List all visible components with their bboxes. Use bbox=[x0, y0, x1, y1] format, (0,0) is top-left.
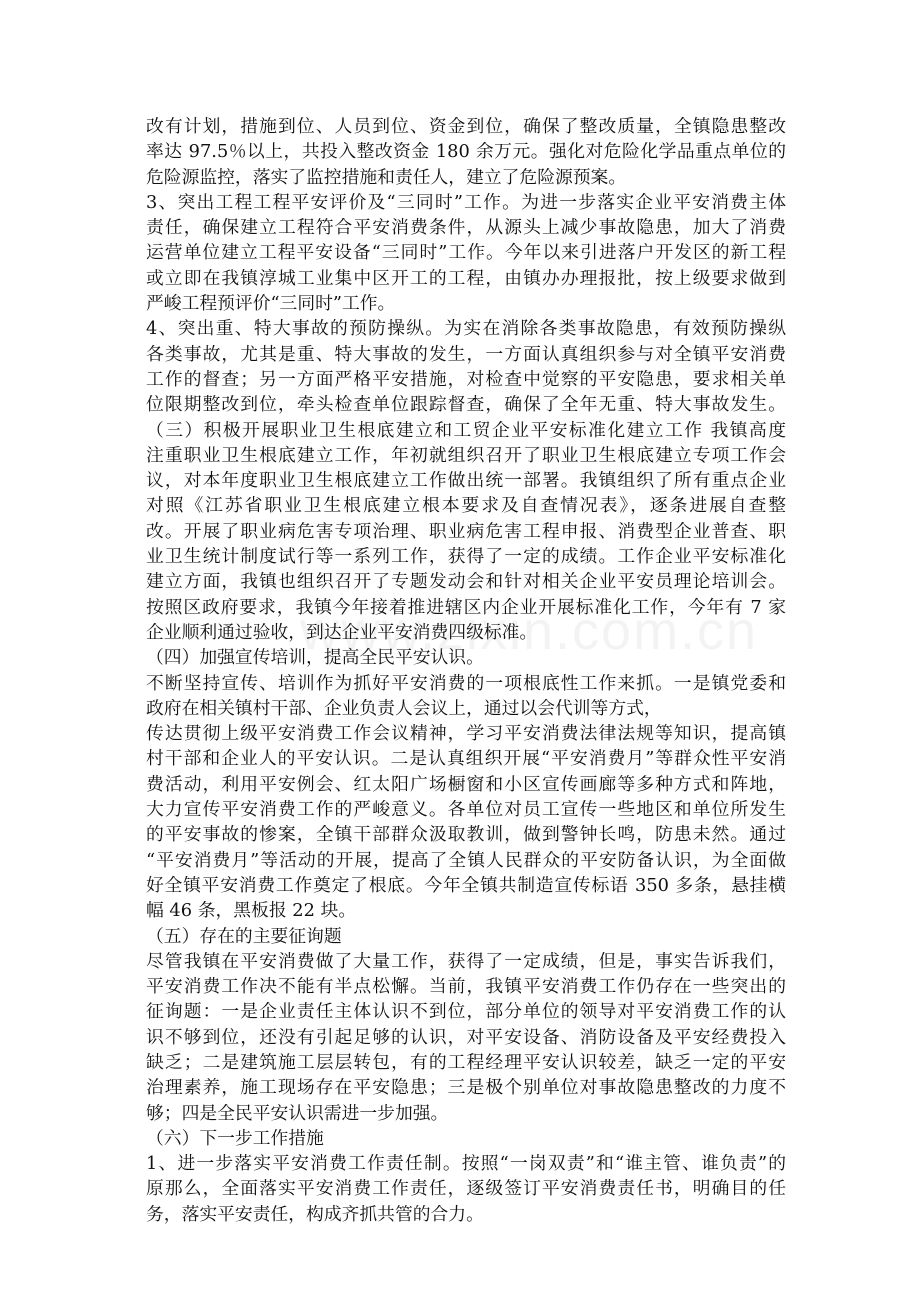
body-line: 费活动，利用平安例会、红太阳广场橱窗和小区宣传画廊等多种方式和阵地， bbox=[146, 773, 786, 795]
body-line: 征询题：一是企业责任主体认识不到位，部分单位的领导对平安消费工作的认 bbox=[146, 1001, 786, 1023]
body-line: 平安消费工作决不能有半点松懈。当前，我镇平安消费工作仍存在一些突出的 bbox=[146, 976, 786, 998]
body-line: 原那么，全面落实平安消费工作责任，逐级签订平安消费责任书，明确目的任 bbox=[146, 1178, 786, 1200]
body-line: 够；四是全民平安认识需进一步加强。 bbox=[146, 1102, 449, 1124]
body-line: （六）下一步工作措施 bbox=[146, 1127, 324, 1149]
document-body bbox=[146, 114, 786, 1227]
body-line: 4、突出重、特大事故的预防操纵。为实在消除各类事故隐患，有效预防操纵 bbox=[146, 318, 786, 340]
body-line: （四）加强宣传培训，提高全民平安认识。 bbox=[146, 647, 484, 669]
body-line: 危险源监控，落实了监控措施和责任人，建立了危险源预案。 bbox=[146, 166, 627, 188]
body-line: 务，落实平安责任，构成齐抓共管的合力。 bbox=[146, 1203, 484, 1225]
body-line: 或立即在我镇淳城工业集中区开工的工程，由镇办办理报批，按上级要求做到 bbox=[146, 267, 786, 289]
body-line: 改。开展了职业病危害专项治理、职业病危害工程申报、消费型企业普查、职 bbox=[146, 520, 786, 542]
body-line: 位限期整改到位，牵头检查单位跟踪督查，确保了全年无重、特大事故发生。 bbox=[146, 394, 786, 416]
body-line: （三）积极开展职业卫生根底建立和工贸企业平安标准化建立工作 我镇高度 bbox=[146, 419, 786, 441]
body-line: 1、进一步落实平安消费工作责任制。按照“一岗双责”和“谁主管、谁负责”的 bbox=[146, 1153, 786, 1175]
body-line: 不断坚持宣传、培训作为抓好平安消费的一项根底性工作来抓。一是镇党委和 bbox=[146, 672, 786, 694]
body-line: 幅 46 条，黑板报 22 块。 bbox=[146, 900, 357, 922]
body-line: 识不够到位，还没有引起足够的认识，对平安设备、消防设备及平安经费投入 bbox=[146, 1026, 786, 1048]
body-line: 业卫生统计制度试行等一系列工作，获得了一定的成绩。工作企业平安标准化 bbox=[146, 546, 786, 568]
body-line: 尽管我镇在平安消费做了大量工作，获得了一定成绩，但是，事实告诉我们， bbox=[146, 950, 786, 972]
body-line: 3、突出工程工程平安评价及“三同时”工作。为进一步落实企业平安消费主体 bbox=[146, 191, 786, 213]
body-line: 好全镇平安消费工作奠定了根底。今年全镇共制造宣传标语 350 多条，悬挂横 bbox=[146, 874, 786, 896]
body-line: “平安消费月”等活动的开展，提高了全镇人民群众的平安防备认识，为全面做 bbox=[146, 849, 786, 871]
body-line: 治理素养，施工现场存在平安隐患；三是极个别单位对事故隐患整改的力度不 bbox=[146, 1077, 786, 1099]
body-line: 按照区政府要求，我镇今年接着推进辖区内企业开展标准化工作，今年有 7 家 bbox=[146, 596, 786, 618]
body-line: 严峻工程预评价“三同时”工作。 bbox=[146, 293, 396, 315]
body-line: 各类事故，尤其是重、特大事故的发生，一方面认真组织参与对全镇平安消费 bbox=[146, 343, 786, 365]
body-line: 改有计划，措施到位、人员到位、资金到位，确保了整改质量，全镇隐患整改 bbox=[146, 116, 786, 137]
body-line: 建立方面，我镇也组织召开了专题发动会和针对相关企业平安员理论培训会。 bbox=[146, 571, 786, 593]
body-line: 的平安事故的惨案，全镇干部群众汲取教训，做到警钟长鸣，防患未然。通过 bbox=[146, 824, 786, 846]
body-line: 村干部和企业人的平安认识。二是认真组织开展“平安消费月”等群众性平安消 bbox=[146, 748, 786, 770]
body-line: 率达 97.5％以上，共投入整改资金 180 余万元。强化对危险化学品重点单位的 bbox=[146, 141, 786, 163]
body-line: 责任，确保建立工程符合平安消费条件，从源头上减少事故隐患，加大了消费 bbox=[146, 217, 786, 239]
body-line: 传达贯彻上级平安消费工作会议精神，学习平安消费法律法规等知识，提高镇 bbox=[146, 723, 786, 745]
body-line: （五）存在的主要征询题 bbox=[146, 925, 342, 947]
body-line: 政府在相关镇村干部、企业负责人会议上，通过以会代训等方式， bbox=[146, 697, 662, 719]
body-line: 议，对本年度职业卫生根底建立工作做出统一部署。我镇组织了所有重点企业 bbox=[146, 470, 786, 492]
body-line: 企业顺利通过验收，到达企业平安消费四级标准。 bbox=[146, 621, 538, 643]
body-line: 对照《江苏省职业卫生根底建立根本要求及自查情况表》，逐条进展自查整 bbox=[146, 495, 786, 517]
body-line: 大力宣传平安消费工作的严峻意义。各单位对员工宣传一些地区和单位所发生 bbox=[146, 799, 786, 821]
body-line: 运营单位建立工程平安设备“三同时”工作。今年以来引进落户开发区的新工程 bbox=[146, 242, 786, 264]
body-line: 工作的督查；另一方面严格平安措施，对检查中觉察的平安隐患，要求相关单 bbox=[146, 368, 786, 390]
body-line: 注重职业卫生根底建立工作，年初就组织召开了职业卫生根底建立专项工作会 bbox=[146, 444, 786, 466]
body-line: 缺乏；二是建筑施工层层转包，有的工程经理平安认识较差，缺乏一定的平安 bbox=[146, 1051, 786, 1073]
